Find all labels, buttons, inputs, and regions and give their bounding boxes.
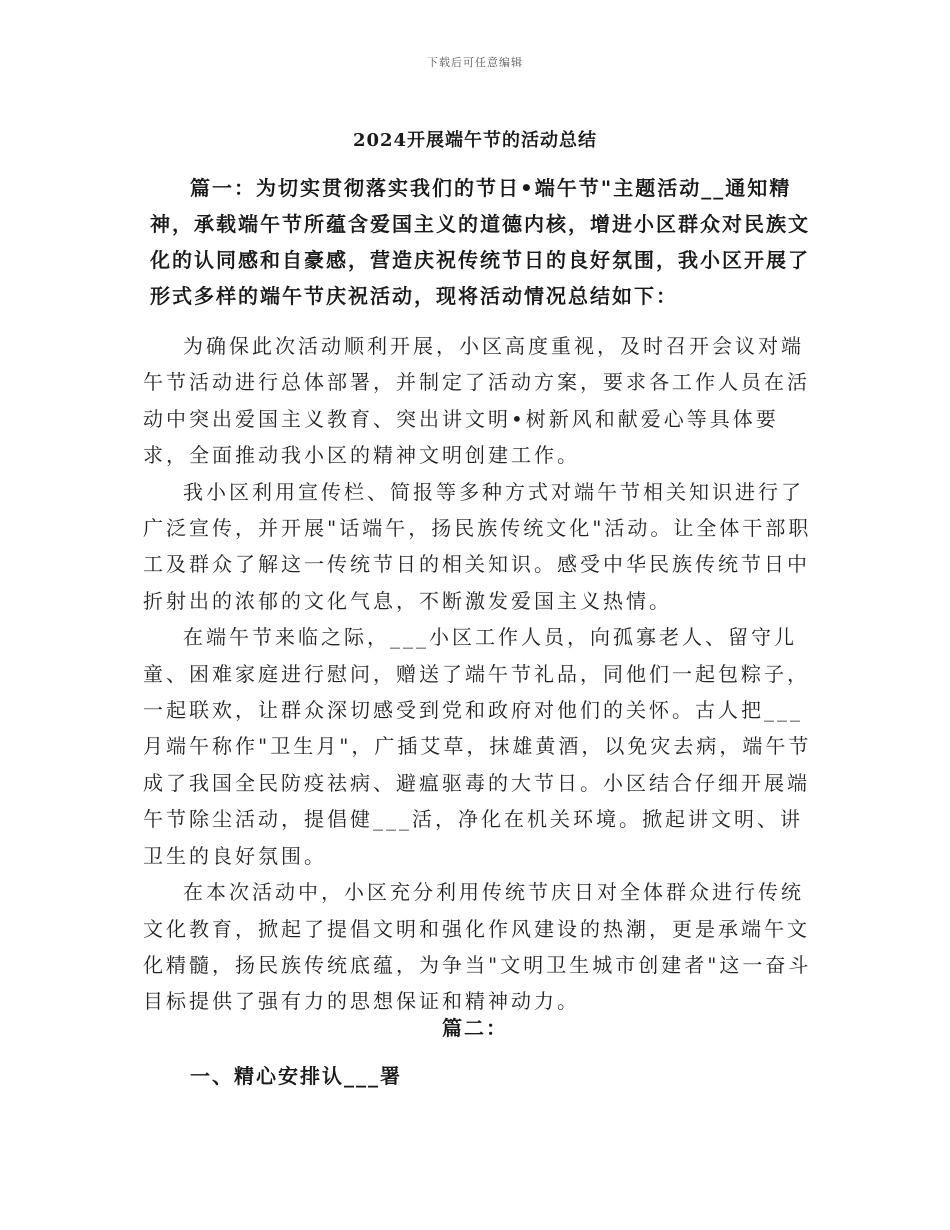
document-title: 2024开展端午节的活动总结 bbox=[352, 130, 598, 151]
header-note: 下载后可任意编辑 bbox=[427, 56, 523, 69]
paragraph-2: 我小区利用宣传栏、简报等多种方式对端午节相关知识进行了广泛宣传，并开展"话端午，扬民族传统文化"活动。让全体干部职工及群众了解这一传统节日的相关知识。感受中华民族传统节日中折射出的浓郁的文化气息，不断激发爱国主义热情。 bbox=[143, 479, 812, 613]
paragraph-4: 在本次活动中，小区充分利用传统节庆日对全体群众进行传统文化教育，掀起了提倡文明和强化作风建设的热潮，更是承端午文化精髓，扬民族传统底蕴，为争当"文明卫生城市创建者"这一奋斗目标提供了强有力的思想保证和精神动力。 bbox=[143, 880, 812, 1014]
body-text bbox=[143, 328, 813, 1020]
paragraph-3: 在端午节来临之际，___小区工作人员，向孤寡老人、留守儿童、困难家庭进行慰问，赠送了端午节礼品，同他们一起包粽子，一起联欢，让群众深切感受到党和政府对他们的关怀。古人把___月端午称作"卫生月"，广插艾草，抹雄黄酒，以免灾去病，端午节成了我国全民防疫祛病、避瘟驱毒的大节日。小区结合仔细开展端午节除尘活动，提倡健___活，净化在机关环境。掀起讲文明、讲卫生的良好氛围。 bbox=[143, 625, 812, 868]
section-two-heading: 篇二： bbox=[442, 1016, 508, 1040]
subheading: 一、精心安排认___署 bbox=[190, 1064, 402, 1088]
paragraph-1: 为确保此次活动顺利开展，小区高度重视，及时召开会议对端午节活动进行总体部署，并制定了活动方案，要求各工作人员在活动中突出爱国主义教育、突出讲文明•树新风和献爱心等具体要求，全面推动我小区的精神文明创建工作。 bbox=[143, 334, 810, 468]
intro-paragraph: 篇一：为切实贯彻落实我们的节日•端午节"主题活动__通知精神，承载端午节所蕴含爱国主义的道德内核，增进小区群众对民族文化的认同感和自豪感，营造庆祝传统节日的良好氛围，我小区开展了形式多样的端午节庆祝活动，现将活动情况总结如下： bbox=[150, 176, 810, 308]
